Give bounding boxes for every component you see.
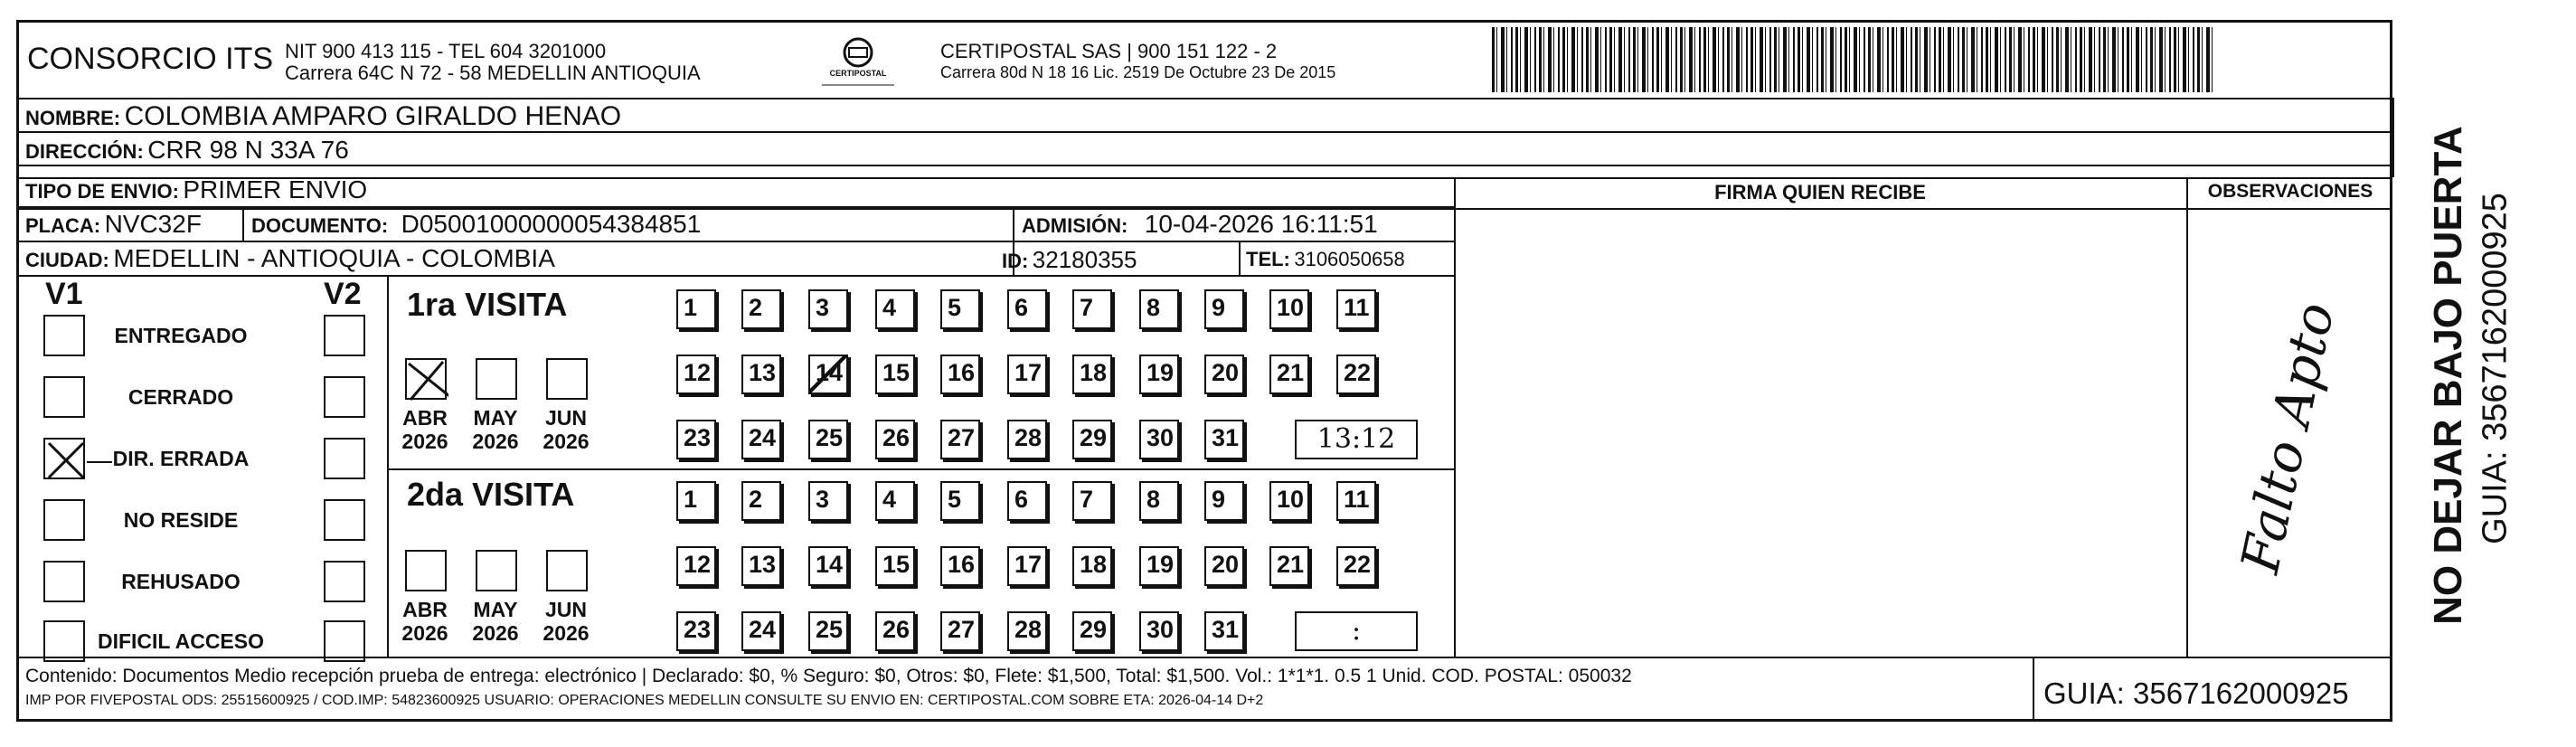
month-label: JUN bbox=[544, 598, 587, 621]
observaciones-header: OBSERVACIONES bbox=[2207, 181, 2373, 202]
day-box[interactable]: 22 bbox=[1336, 355, 1376, 394]
status-label: REHUSADO bbox=[121, 570, 241, 593]
day-box[interactable]: 2 bbox=[741, 289, 781, 329]
day-box[interactable]: 21 bbox=[1269, 546, 1309, 586]
day-box[interactable]: 7 bbox=[1072, 289, 1112, 329]
observation-handwriting bbox=[2188, 226, 2392, 651]
day-box[interactable]: 3 bbox=[808, 481, 848, 521]
documento-value: D05001000000054384851 bbox=[401, 210, 702, 238]
status-label: ENTREGADO bbox=[114, 324, 248, 347]
direccion-row bbox=[25, 136, 349, 165]
documento-cell bbox=[251, 210, 701, 239]
day-box[interactable]: 27 bbox=[940, 611, 980, 651]
v1-label: V1 bbox=[45, 277, 83, 311]
day-box[interactable]: 20 bbox=[1204, 355, 1244, 394]
mark-line bbox=[87, 461, 112, 463]
logo-text: CERTIPOSTAL bbox=[829, 69, 887, 78]
nombre-row bbox=[25, 101, 621, 132]
day-box[interactable]: 24 bbox=[741, 611, 781, 651]
firma-header: FIRMA QUIEN RECIBE bbox=[1714, 181, 1926, 203]
day-box[interactable]: 10 bbox=[1269, 481, 1309, 521]
day-box[interactable]: 10 bbox=[1269, 289, 1309, 329]
tipo-value: PRIMER ENVIO bbox=[183, 175, 368, 203]
month-label: ABR bbox=[402, 406, 448, 430]
v2-checkbox[interactable] bbox=[324, 620, 365, 662]
side-panel bbox=[2396, 118, 2515, 660]
year-label: 2026 bbox=[543, 430, 590, 453]
status-label: DIR. ERRADA bbox=[112, 447, 250, 470]
day-box[interactable]: 12 bbox=[676, 546, 716, 586]
day-box[interactable]: 2 bbox=[741, 481, 781, 521]
day-box[interactable]: 25 bbox=[808, 420, 848, 459]
year-label: 2026 bbox=[401, 430, 448, 453]
v2-checkbox[interactable] bbox=[324, 499, 365, 541]
id-value: 32180355 bbox=[1032, 246, 1137, 273]
day-box[interactable]: 8 bbox=[1139, 289, 1179, 329]
day-box[interactable]: 9 bbox=[1204, 481, 1244, 521]
day-box[interactable]: 24 bbox=[741, 420, 781, 459]
day-box[interactable]: 16 bbox=[940, 355, 980, 394]
tel-label: TEL: bbox=[1246, 248, 1290, 270]
month-checkbox[interactable] bbox=[546, 550, 588, 591]
day-box[interactable]: 18 bbox=[1072, 546, 1112, 586]
certipostal-line2: Carrera 80d N 18 16 Lic. 2519 De Octubre 23 De 2015 bbox=[940, 63, 1336, 81]
v2-label: V2 bbox=[324, 277, 362, 311]
month-checkbox[interactable] bbox=[546, 358, 588, 400]
day-box[interactable]: 31 bbox=[1204, 420, 1244, 459]
day-box[interactable]: 30 bbox=[1139, 420, 1179, 459]
month-label: ABR bbox=[402, 598, 448, 621]
day-box[interactable]: 19 bbox=[1139, 355, 1179, 394]
direccion-label: DIRECCIÓN: bbox=[25, 140, 144, 163]
tel-value: 3106050658 bbox=[1294, 248, 1405, 270]
day-box[interactable]: 15 bbox=[875, 355, 915, 394]
v2-checkbox[interactable] bbox=[324, 315, 365, 356]
day-box[interactable]: 23 bbox=[676, 420, 716, 459]
year-label: 2026 bbox=[472, 430, 519, 453]
direccion-value: CRR 98 N 33A 76 bbox=[147, 136, 349, 164]
v2-checkbox[interactable] bbox=[324, 376, 365, 418]
year-label: 2026 bbox=[401, 621, 448, 645]
day-box[interactable]: 11 bbox=[1336, 289, 1376, 329]
visit1-title: 1ra VISITA bbox=[407, 286, 568, 323]
day-box[interactable]: 28 bbox=[1007, 420, 1047, 459]
nombre-value: COLOMBIA AMPARO GIRALDO HENAO bbox=[124, 101, 622, 131]
day-box[interactable]: 19 bbox=[1139, 546, 1179, 586]
admision-cell bbox=[1022, 210, 1378, 239]
day-box[interactable]: 7 bbox=[1072, 481, 1112, 521]
tipo-row bbox=[25, 175, 367, 204]
v2-checkbox[interactable] bbox=[324, 561, 365, 602]
time-box[interactable]: 13:12 bbox=[1295, 420, 1418, 459]
day-box[interactable]: 6 bbox=[1007, 481, 1047, 521]
placa-cell bbox=[25, 210, 202, 239]
footer-guia: GUIA: 3567162000925 bbox=[2043, 676, 2349, 710]
time-box[interactable]: : bbox=[1295, 611, 1418, 651]
day-box[interactable]: 17 bbox=[1007, 355, 1047, 394]
day-box[interactable]: 13 bbox=[741, 355, 781, 394]
day-box[interactable]: 4 bbox=[875, 481, 915, 521]
day-box[interactable]: 3 bbox=[808, 289, 848, 329]
company-name: CONSORCIO ITS bbox=[27, 42, 274, 76]
day-box[interactable]: 28 bbox=[1007, 611, 1047, 651]
status-label: CERRADO bbox=[127, 385, 234, 409]
day-box[interactable]: 11 bbox=[1336, 481, 1376, 521]
day-box[interactable]: 8 bbox=[1139, 481, 1179, 521]
day-box[interactable]: 26 bbox=[875, 611, 915, 651]
month-checkbox[interactable] bbox=[476, 550, 517, 591]
observation-text: Falto Apto bbox=[2229, 297, 2346, 579]
year-label: 2026 bbox=[543, 621, 590, 645]
day-box[interactable]: 14 bbox=[808, 355, 848, 394]
month-checkbox[interactable] bbox=[405, 550, 447, 591]
id-label: ID: bbox=[1002, 250, 1029, 272]
certipostal-line1: CERTIPOSTAL SAS | 900 151 122 - 2 bbox=[940, 40, 1278, 62]
visit2-title: 2da VISITA bbox=[407, 476, 575, 513]
day-box[interactable]: 21 bbox=[1269, 355, 1309, 394]
day-box[interactable]: 18 bbox=[1072, 355, 1112, 394]
month-checkbox[interactable] bbox=[405, 358, 447, 400]
day-box[interactable]: 6 bbox=[1007, 289, 1047, 329]
placa-label: PLACA: bbox=[25, 214, 101, 237]
status-label: DIFICIL ACCESO bbox=[97, 629, 264, 653]
day-box[interactable]: 15 bbox=[875, 546, 915, 586]
month-label: MAY bbox=[473, 406, 518, 430]
tel-cell bbox=[1246, 248, 1405, 271]
year-label: 2026 bbox=[472, 621, 519, 645]
day-box[interactable]: 25 bbox=[808, 611, 848, 651]
company-address: Carrera 64C N 72 - 58 MEDELLIN ANTIOQUIA bbox=[285, 61, 701, 84]
day-box[interactable]: 17 bbox=[1007, 546, 1047, 586]
day-box[interactable]: 9 bbox=[1204, 289, 1244, 329]
day-box[interactable]: 22 bbox=[1336, 546, 1376, 586]
footer-line1: Contenido: Documentos Medio recepción prueba de entrega: electrónico | Declarado: $0, % Seguro: $0, Otros: $0, Flete: $1,500, Total: $1,500. Vol.: 1*1*1. 0.5 1 Unid. COD. POSTAL: 050032 bbox=[25, 666, 1632, 686]
day-box[interactable]: 4 bbox=[875, 289, 915, 329]
day-box[interactable]: 13 bbox=[741, 546, 781, 586]
admision-value: 10-04-2026 16:11:51 bbox=[1144, 210, 1378, 238]
day-box[interactable]: 30 bbox=[1139, 611, 1179, 651]
side-guia: GUIA: 3567162000925 bbox=[2476, 193, 2515, 544]
day-box[interactable]: 5 bbox=[940, 481, 980, 521]
footer-line2: IMP POR FIVEPOSTAL ODS: 25515600925 / COD.IMP: 54823600925 USUARIO: OPERACIONES MEDELLIN CONSULTE SU ENVIO EN: CERTIPOSTAL.COM SOBRE ETA: 2026-04-14 D+2 bbox=[25, 693, 1264, 708]
day-box[interactable]: 12 bbox=[676, 355, 716, 394]
company-nit: NIT 900 413 115 - TEL 604 3201000 bbox=[285, 40, 607, 62]
nombre-label: NOMBRE: bbox=[25, 107, 121, 129]
status-label: NO RESIDE bbox=[123, 508, 239, 532]
admision-label: ADMISIÓN: bbox=[1022, 214, 1128, 237]
id-cell bbox=[1002, 246, 1137, 274]
day-box[interactable]: 26 bbox=[875, 420, 915, 459]
day-box[interactable]: 31 bbox=[1204, 611, 1244, 651]
month-label: JUN bbox=[544, 406, 587, 430]
day-box[interactable]: 16 bbox=[940, 546, 980, 586]
ciudad-label: CIUDAD: bbox=[25, 249, 109, 271]
day-box[interactable]: 23 bbox=[676, 611, 716, 651]
day-box[interactable]: 1 bbox=[676, 481, 716, 521]
documento-label: DOCUMENTO: bbox=[251, 214, 389, 237]
day-box[interactable]: 14 bbox=[808, 546, 848, 586]
ciudad-value: MEDELLIN - ANTIOQUIA - COLOMBIA bbox=[113, 244, 555, 272]
day-box[interactable]: 27 bbox=[940, 420, 980, 459]
v2-checkbox[interactable] bbox=[324, 438, 365, 479]
day-box[interactable]: 20 bbox=[1204, 546, 1244, 586]
day-box[interactable]: 1 bbox=[676, 289, 716, 329]
month-checkbox[interactable] bbox=[476, 358, 517, 400]
placa-value: NVC32F bbox=[104, 210, 202, 238]
day-box[interactable]: 5 bbox=[940, 289, 980, 329]
side-warning: NO DEJAR BAJO PUERTA bbox=[2426, 126, 2470, 625]
day-box[interactable]: 29 bbox=[1072, 611, 1112, 651]
month-label: MAY bbox=[473, 598, 518, 621]
tipo-label: TIPO DE ENVIO: bbox=[25, 180, 179, 203]
ciudad-cell bbox=[25, 244, 555, 273]
day-box[interactable]: 29 bbox=[1072, 420, 1112, 459]
